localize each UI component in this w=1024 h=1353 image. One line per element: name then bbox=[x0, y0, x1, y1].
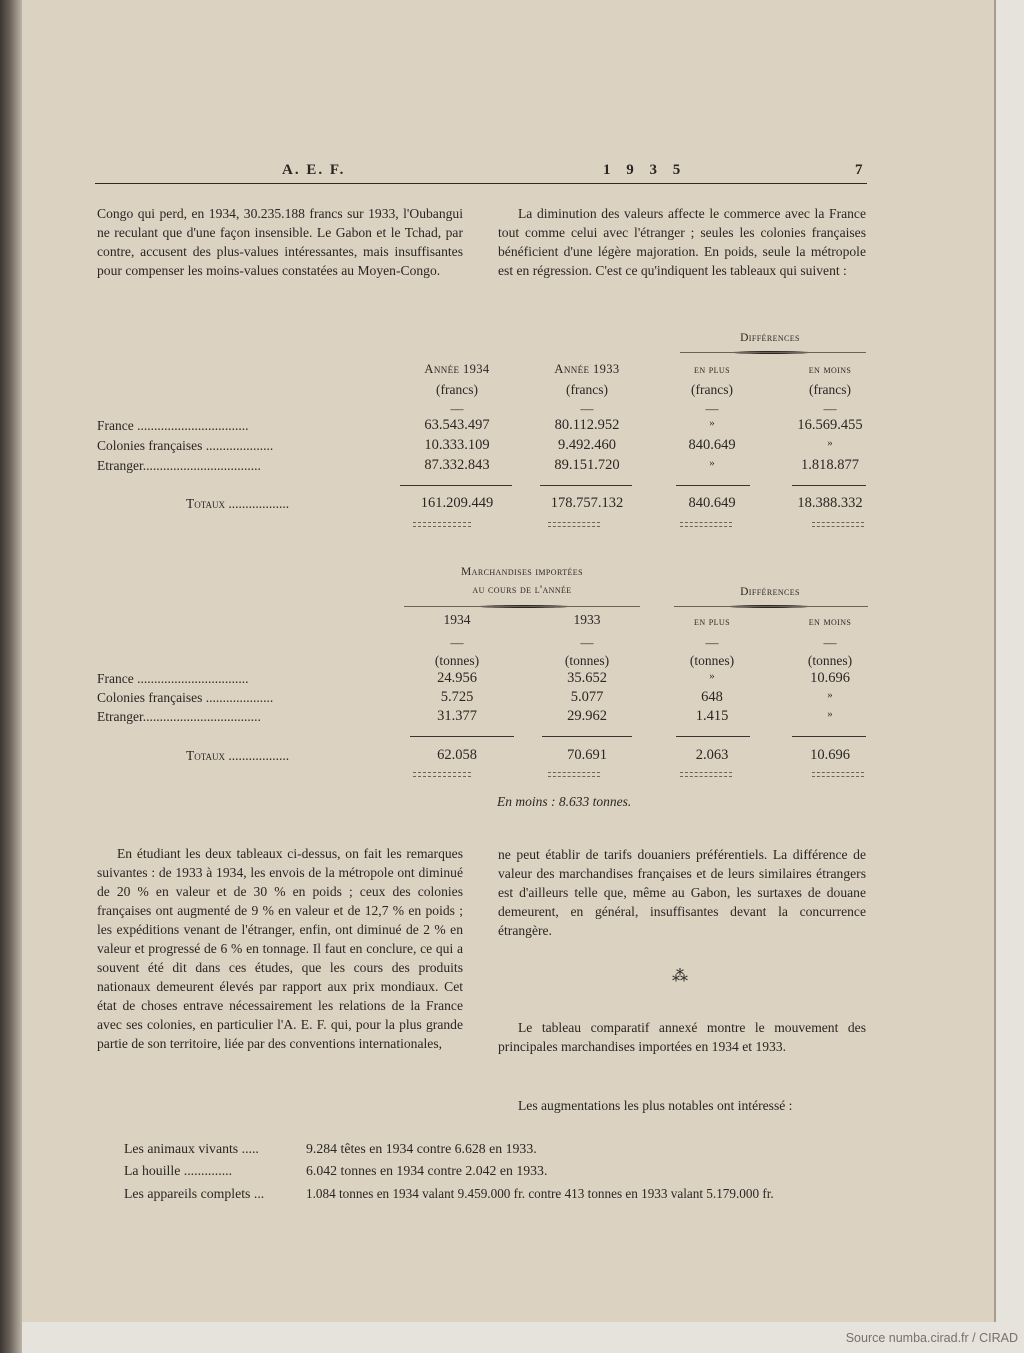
t2-cell: 24.956 bbox=[437, 670, 477, 686]
t1-cell: » bbox=[709, 457, 715, 469]
t2-cell: 31.377 bbox=[437, 708, 477, 724]
t1-double-rule bbox=[680, 522, 732, 527]
t2-cell: 10.696 bbox=[810, 670, 850, 686]
t2-col2-unit: (tonnes) bbox=[564, 653, 610, 668]
t2-col2-header: 1933 bbox=[573, 612, 601, 627]
t1-cell: 80.112.952 bbox=[554, 417, 620, 433]
list-item-text: 1.084 tonnes en 1934 valant 9.459.000 fr. contre 413 tonnes en 1933 valant 5.179.000 fr. bbox=[306, 1186, 774, 1201]
paragraph-left-2: En étudiant les deux tableaux ci-dessus, on fait les remarques suivantes : de 1933 à 1934, les envois de la métropole ont diminué de 20 % en valeur et de 30 % en poids ; ceux des colonies françaises ont augmenté de 9 % en valeur et de 12,7 % en poids ; les expéditions venant de l'étranger, enfin, ont diminué de 2 % en valeur et progressé de 6 % en tonnage. Il faut en conclure, ce qui a souvent été dit dans ces études, que les cours des produits nationaux demeurent élevés par rapport aux prix mondiaux. Cet état de choses entrave nécessairement les relations de la France avec ses colonies, en particulier l'A. E. F. qui, pour la plus grande partie de son territoire, liée par des conventions internationales, bbox=[97, 846, 463, 1051]
asterism-icon: ⁂ bbox=[672, 968, 688, 985]
t2-double-rule bbox=[680, 772, 732, 777]
header-rule bbox=[95, 183, 867, 184]
t1-double-rule bbox=[548, 522, 600, 527]
t2-cell: 648 bbox=[701, 689, 723, 705]
list-item-label: La houille .............. bbox=[124, 1163, 233, 1178]
t2-note: En moins : 8.633 tonnes. bbox=[497, 794, 632, 809]
header-title: A. E. F. bbox=[282, 162, 346, 178]
t1-cell: 63.543.497 bbox=[424, 417, 490, 433]
t2-col4-header: en moins bbox=[808, 616, 852, 628]
t1-cell: 16.569.455 bbox=[797, 417, 863, 433]
t2-total: 62.058 bbox=[437, 747, 477, 763]
t1-dash-4: — bbox=[823, 401, 837, 416]
t2-total: 2.063 bbox=[695, 747, 729, 763]
t1-cell: 9.492.460 bbox=[558, 437, 616, 453]
t1-col2-header: Année 1933 bbox=[554, 362, 620, 376]
t2-sum-rule bbox=[410, 736, 514, 737]
t2-col3-header: en plus bbox=[694, 616, 730, 628]
paragraph-right-4: Les augmentations les plus notables ont intéressé : bbox=[518, 1098, 793, 1113]
t1-sum-rule bbox=[400, 485, 512, 486]
t1-dash-1: — bbox=[450, 401, 464, 416]
t2-dash-3: — bbox=[705, 635, 719, 650]
t2-col4-unit: (tonnes) bbox=[807, 653, 853, 668]
t2-row-label: France ................................. bbox=[97, 671, 249, 686]
t1-cell: 10.333.109 bbox=[424, 437, 490, 453]
t1-sum-rule bbox=[792, 485, 866, 486]
paragraph-right-1: La diminution des valeurs affecte le commerce avec la France tout comme celui avec l'étranger ; seules les colonies françaises bénéficient d'une légère majoration. En poids, seule la métropole est en régression. C'est ce qu'indiquent les tableaux qui suivent : bbox=[498, 206, 866, 278]
t1-cell: 840.649 bbox=[688, 437, 736, 453]
t1-dash-2: — bbox=[580, 401, 594, 416]
t2-col1-unit: (tonnes) bbox=[434, 653, 480, 668]
t2-dash-2: — bbox=[580, 635, 594, 650]
t1-double-rule bbox=[413, 522, 471, 527]
t2-group-rule-left bbox=[404, 606, 640, 607]
t2-group-header-2: au cours de l'année bbox=[472, 584, 572, 596]
t2-cell: 5.725 bbox=[440, 689, 474, 705]
t1-row-label: Etranger................................... bbox=[97, 458, 261, 473]
t1-dash-3: — bbox=[705, 401, 719, 416]
list-item-label: Les appareils complets ... bbox=[124, 1186, 265, 1201]
paragraph-left-1: Congo qui perd, en 1934, 30.235.188 francs sur 1933, l'Oubangui ne reculant que d'une façon insensible. Le Gabon et le Tchad, par contre, accusent des plus-values intéressantes, mais insuffisantes pour compenser les moins-values constatées au Moyen-Congo. bbox=[97, 206, 463, 278]
t2-row-label: Etranger................................... bbox=[97, 709, 261, 724]
t1-total: 178.757.132 bbox=[550, 495, 624, 511]
t1-cell: » bbox=[827, 437, 833, 449]
t1-sum-rule bbox=[540, 485, 632, 486]
t2-sum-rule bbox=[676, 736, 750, 737]
t2-cell: 35.652 bbox=[567, 670, 607, 686]
t2-total: 70.691 bbox=[567, 747, 607, 763]
t1-col4-header: en moins bbox=[808, 364, 852, 376]
t2-group-header-1: Marchandises importées bbox=[461, 566, 583, 578]
paragraph-right-3: Le tableau comparatif annexé montre le mouvement des principales marchandises importées en 1934 et 1933. bbox=[498, 1020, 866, 1054]
t2-dash-4: — bbox=[823, 635, 837, 650]
t2-cell: » bbox=[709, 670, 715, 682]
t1-sum-rule bbox=[676, 485, 750, 486]
t1-cell: » bbox=[709, 417, 715, 429]
list-item-text: 6.042 tonnes en 1934 contre 2.042 en 1933. bbox=[306, 1163, 548, 1178]
list-item-label: Les animaux vivants ..... bbox=[124, 1141, 259, 1156]
t1-group-header: Différences bbox=[740, 332, 800, 344]
t1-double-rule bbox=[812, 522, 864, 527]
t1-row-label: France ................................. bbox=[97, 418, 249, 433]
t2-double-rule bbox=[548, 772, 600, 777]
t1-col1-header: Année 1934 bbox=[424, 362, 490, 376]
t2-sum-rule bbox=[542, 736, 632, 737]
t1-group-rule bbox=[680, 352, 866, 353]
list-item-text: 9.284 têtes en 1934 contre 6.628 en 1933. bbox=[306, 1141, 537, 1156]
header-year: 1 9 3 5 bbox=[603, 162, 687, 178]
t2-total-label: Totaux .................. bbox=[186, 748, 290, 763]
t2-dash-1: — bbox=[450, 635, 464, 650]
t1-total-label: Totaux .................. bbox=[186, 496, 290, 511]
t2-cell: 29.962 bbox=[567, 708, 607, 724]
t1-cell: 1.818.877 bbox=[801, 457, 859, 473]
t2-cell: 5.077 bbox=[570, 689, 604, 705]
t1-col4-unit: (francs) bbox=[809, 382, 851, 397]
t1-col1-unit: (francs) bbox=[436, 382, 478, 397]
paragraph-right-2: ne peut établir de tarifs douaniers préférentiels. La différence de valeur des marchandises françaises et de leurs similaires étrangers est d'ailleurs telle que, même au Gabon, les surtaxes de douane demeurent, en général, insuffisantes devant la concurrence étrangère. bbox=[498, 847, 866, 938]
t2-cell: » bbox=[827, 708, 833, 720]
book-binding bbox=[0, 0, 22, 1353]
t2-total: 10.696 bbox=[810, 747, 850, 763]
t2-group-header-diff: Différences bbox=[740, 586, 800, 598]
t1-col3-header: en plus bbox=[694, 364, 730, 376]
t2-row-label: Colonies françaises .................... bbox=[97, 690, 274, 705]
t1-total: 161.209.449 bbox=[420, 495, 494, 511]
t1-row-label: Colonies françaises .................... bbox=[97, 438, 274, 453]
t1-col2-unit: (francs) bbox=[566, 382, 608, 397]
source-credit: Source numba.cirad.fr / CIRAD bbox=[845, 1331, 1018, 1345]
t2-col1-header: 1934 bbox=[443, 612, 471, 627]
t2-double-rule bbox=[413, 772, 471, 777]
page-number: 7 bbox=[855, 162, 865, 178]
t2-double-rule bbox=[812, 772, 864, 777]
t1-cell: 89.151.720 bbox=[554, 457, 620, 473]
t2-cell: » bbox=[827, 689, 833, 701]
t2-col3-unit: (tonnes) bbox=[689, 653, 735, 668]
t1-total: 18.388.332 bbox=[797, 495, 863, 511]
t2-group-rule-right bbox=[674, 606, 868, 607]
t1-total: 840.649 bbox=[688, 495, 736, 511]
t1-col3-unit: (francs) bbox=[691, 382, 733, 397]
t1-cell: 87.332.843 bbox=[424, 457, 490, 473]
t2-cell: 1.415 bbox=[695, 708, 729, 724]
t2-sum-rule bbox=[792, 736, 866, 737]
